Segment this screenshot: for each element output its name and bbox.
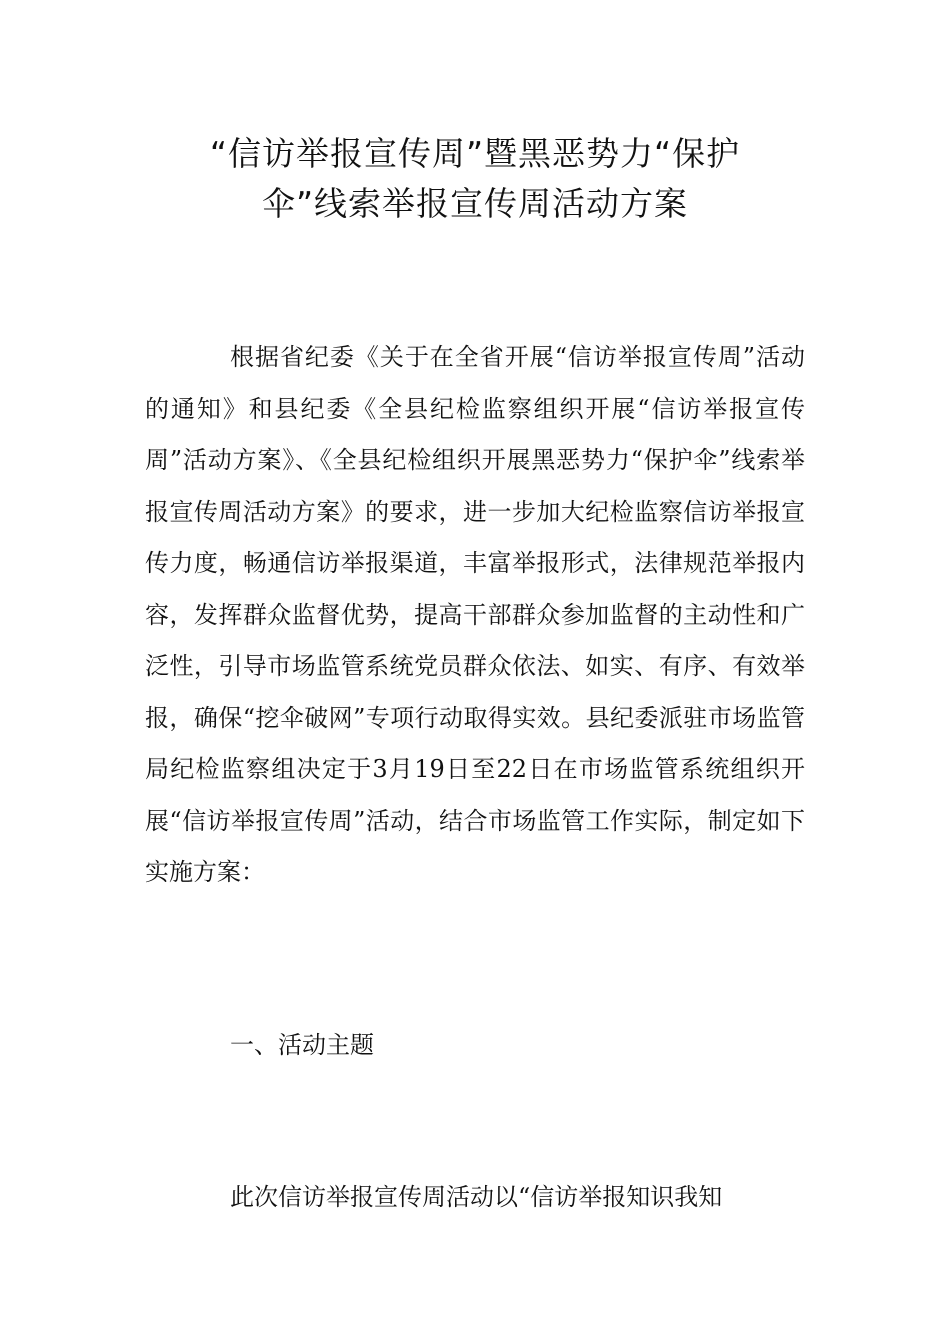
intro-paragraph: 根据省纪委《关于在全省开展“信访举报宣传周”活动的通知》和县纪委《全县纪检监察组织开展“信访举报宣传周”活动方案》、《全县纪检组织开展黑恶势力“保护伞”线索举报宣传周活动方案》的要求，进一步加大纪检监察信访举报宣传力度，畅通信访举报渠道，丰富举报形式，法律规范举报内容，发挥群众监督优势，提高干部群众参加监督的主动性和广泛性，引导市场监管系统党员群众依法、如实、有序、有效举报，确保“挖伞破网”专项行动取得实效。县纪委派驻市场监管局纪检监察组决定于3月19日至22日在市场监管系统组织开展“信访举报宣传周”活动，结合市场监管工作实际，制定如下实施方案：: [145, 343, 805, 886]
section-1-paragraph: 此次信访举报宣传周活动以“信访举报知识我知: [230, 1183, 723, 1211]
document-title-line-1: “信访举报宣传周”暨黑恶势力“保护: [209, 134, 741, 173]
section-heading-activity-theme: 一、活动主题: [230, 1031, 374, 1059]
document-title-line-2: 伞”线索举报宣传周活动方案: [261, 184, 689, 223]
